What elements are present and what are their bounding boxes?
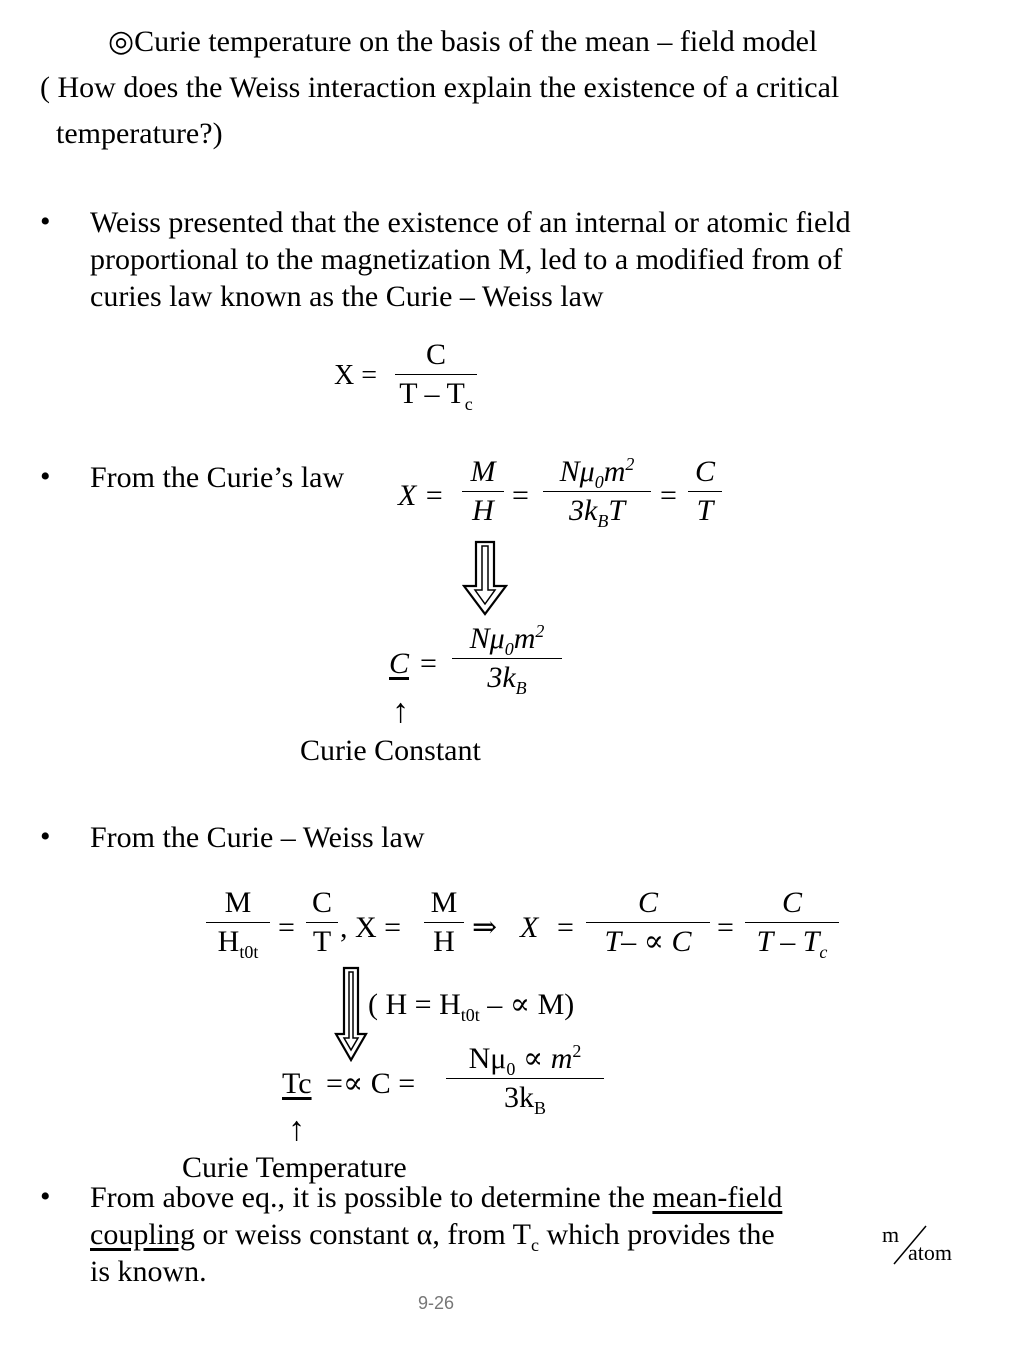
eq5-condition: ( $H = H_{t0t}$ – ∝ M) [368, 988, 575, 1025]
slide-title: ◎Curie temperature on the basis of the mean – field model [108, 25, 818, 58]
eq2-equals-1: = [512, 479, 529, 512]
implies-down-arrow-icon [462, 540, 508, 616]
eq2-lhs: X = [398, 479, 445, 512]
bullet-1-marker: • [40, 205, 51, 238]
bullet-2-marker: • [40, 460, 51, 493]
page-number: 9-26 [418, 1293, 455, 1313]
eq2-fraction-1: M H [462, 455, 504, 528]
eq4-equals-1: = [278, 911, 295, 944]
eq2-equals-2: = [660, 479, 677, 512]
bullet-3-text: From the Curie – Weiss law [90, 821, 425, 854]
bullet-1-line-2: proportional to the magnetization M, led to a modified from of [90, 243, 843, 276]
bullet-2-text: From the Curie’s law [90, 461, 345, 494]
mean-field-term: mean-field [652, 1181, 783, 1214]
bullet-4-marker: • [40, 1180, 51, 1213]
eq4-fraction-4: C T– ∝ C [586, 886, 710, 959]
eq3-fraction: $N\mu_0m^2$ $3k_B$ [452, 622, 562, 695]
implies-down-arrow-icon-2 [334, 966, 368, 1062]
eq3-equals: = [420, 647, 437, 680]
eq2-fraction-3: C T [688, 455, 722, 528]
eq4-implies: ⇒ [472, 911, 498, 944]
eq6-fraction: $N\mu_0 \propto m^2$ $3k_B$ [446, 1042, 604, 1115]
eq6-pointer-arrow-icon: ↑ [288, 1111, 305, 1148]
bullet-1-line-1: Weiss presented that the existence of an internal or atomic field [90, 206, 851, 239]
eq1-lhs: X = [334, 360, 378, 391]
eq6-mid: =∝ C = [326, 1067, 416, 1100]
eq4-fraction-5: C T – $T_c$ [745, 886, 839, 959]
curie-temperature-caption: Curie Temperature [182, 1151, 407, 1184]
bullet-1-line-3: curies law known as the Curie – Weiss law [90, 280, 604, 313]
eq6-lhs: Tc [282, 1067, 312, 1100]
eq2-fraction-2: $N\mu_0m^2$ $3k_BT$ [543, 455, 651, 528]
curie-constant-caption: Curie Constant [300, 734, 481, 767]
unit-m-per-atom: m atom [882, 1222, 952, 1265]
eq4-mid: , X = [340, 911, 402, 944]
bullet-4-line-2: coupling or weiss constant α, from $T_c$ which provides the [90, 1218, 775, 1255]
eq3-lhs: C [389, 647, 410, 680]
eq4-fraction-1: M $H_{t0t}$ [206, 886, 270, 959]
bullet-4-line-3: is known. [90, 1255, 207, 1288]
eq4-lhs-x: X [520, 911, 539, 944]
eq3-pointer-arrow-icon: ↑ [392, 693, 409, 730]
coupling-term: coupling [90, 1218, 195, 1251]
bullet-4-line-1: From above eq., it is possible to determine the mean-field [90, 1181, 783, 1214]
eq4-fraction-3: M H [424, 886, 464, 959]
eq4-fraction-2: C T [306, 886, 338, 959]
question-line-1: ( How does the Weiss interaction explain the existence of a critical [40, 71, 840, 104]
bullet-3-marker: • [40, 820, 51, 853]
eq4-equals-3: = [717, 911, 734, 944]
eq1-denominator: T – $T_c$ [399, 377, 473, 414]
eq1-fraction [395, 338, 477, 414]
eq1-numerator: C [425, 338, 446, 371]
question-line-2: temperature?) [56, 117, 223, 150]
eq4-equals-2: = [557, 911, 574, 944]
